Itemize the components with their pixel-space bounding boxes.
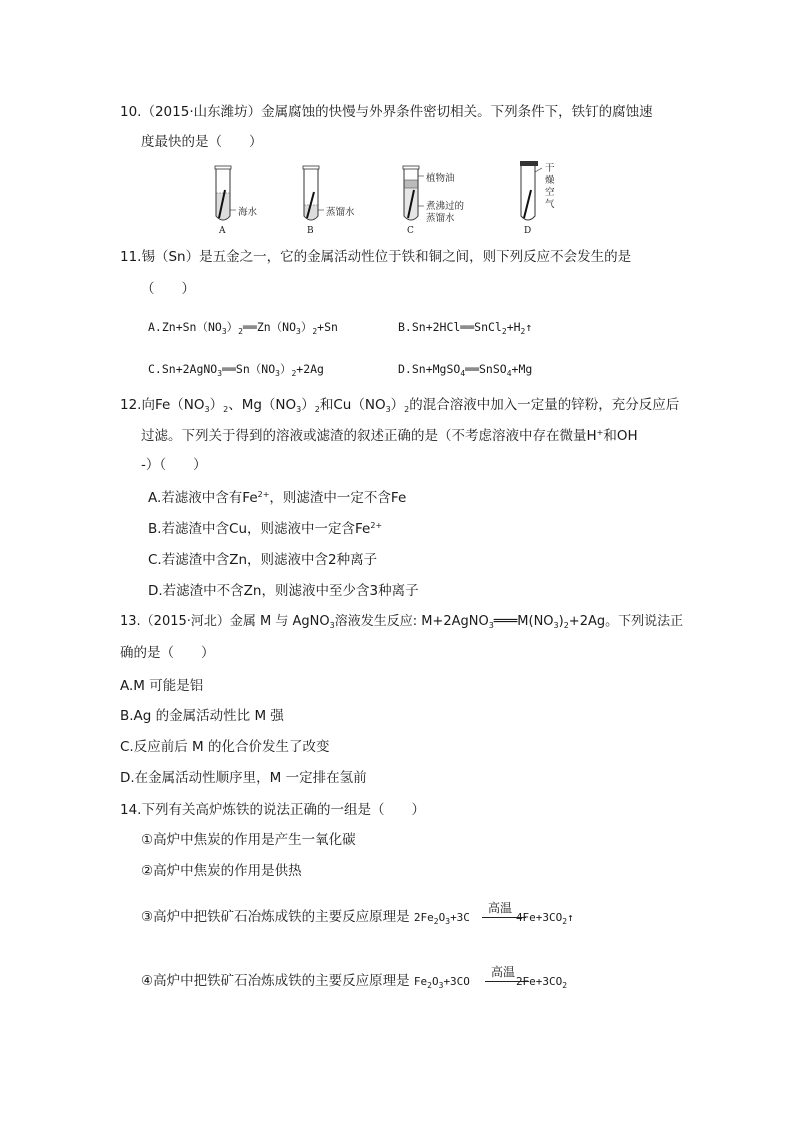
q12-option-c: C.若滤渣中含Zn，则滤液中含2种离子	[148, 552, 378, 568]
tube-d-note-3: 空	[545, 187, 555, 198]
q14-item-2: ②高炉中焦炭的作用是供热	[141, 863, 302, 879]
q11-option-b: $B.Sn+2HCl══SnCl_2+H_2↑$	[398, 320, 533, 336]
q11-option-d: D.Sn+MgSO$_4$══SnSO$_4$+Mg	[398, 362, 533, 378]
tube-c-note-oil: 植物油	[426, 173, 455, 184]
q12-option-a: A.若滤液中含有$Fe^{2+}$，则滤渣中一定不含Fe	[148, 490, 407, 506]
tube-a-label: A	[219, 226, 226, 236]
q14-item-1: ①高炉中焦炭的作用是产生一氧化碳	[141, 832, 356, 848]
q13-option-c: C.反应前后 M 的化合价发生了改变	[120, 739, 330, 755]
q11-option-a: $A.Zn+Sn(NO_3)_2══Zn(NO_3)_2+Sn$	[148, 320, 338, 336]
q14-stem: 14.下列有关高炉炼铁的说法正确的一组是（ ）	[120, 802, 425, 818]
q10-stem-line1: 10.（2015·山东潍坊）金属腐蚀的快慢与外界条件密切相关。下列条件下，铁钉的腐蚀速	[120, 104, 653, 120]
tube-a-note: 海水	[238, 207, 258, 218]
q13-option-a: A.M 可能是铝	[120, 678, 204, 694]
tube-b-note: 蒸馏水	[326, 207, 355, 218]
q14-item-4: ④高炉中把铁矿石冶炼成铁的主要反应原理是 $Fe_2O_3+3CO$ $2Fe+3CO_2$	[141, 973, 568, 990]
q13-stem-line1: 13.（2015·河北）金属 M 与 AgNO$_3$溶液发生反应: $M+2AgNO_3═══M(NO_3)_2+2Ag$。下列说法正	[120, 614, 684, 630]
q13-option-b: B.Ag 的金属活动性比 M 强	[120, 708, 284, 724]
test-tube-d	[520, 161, 542, 220]
test-tube-c	[403, 166, 424, 220]
q11-stem-line2: （ ）	[141, 281, 195, 297]
test-tube-b	[303, 166, 324, 220]
tube-c-note-boiled: 煮沸过的	[426, 201, 465, 212]
tube-d-label: D	[524, 226, 532, 236]
tube-d-note-1: 干	[545, 163, 555, 174]
q11-option-c: $C.Sn+2AgNO_3══Sn(NO_3)_2+2Ag$	[148, 362, 324, 378]
q12-stem-line3: -）（ ）	[141, 457, 207, 473]
tube-c-label: C	[407, 226, 414, 236]
q12-option-b: B.若滤渣中含Cu，则滤液中一定含$Fe^{2+}$	[148, 521, 383, 537]
q12-stem-line2: 过滤。下列关于得到的溶液或滤渣的叙述正确的是（不考虑溶液中存在微量H+和OH	[141, 428, 638, 444]
tube-c-note-water: 蒸馏水	[426, 213, 455, 224]
q14-item-4-reaction-line	[485, 981, 529, 982]
q13-option-d: D.在金属活动性顺序里，M 一定排在氢前	[120, 770, 367, 786]
tube-b-label: B	[307, 226, 314, 236]
q13-stem-line2: 确的是（ ）	[120, 645, 215, 661]
q12-stem-line1: 12.向$Fe(NO_3)_2$、$Mg(NO_3)_2$和$Cu(NO_3)_2$的混合溶液中加入一定量的锌粉，充分反应后	[120, 397, 680, 414]
q10-stem-line2: 度最快的是（ ）	[141, 134, 263, 150]
q14-item-3: ③高炉中把铁矿石冶炼成铁的主要反应原理是 $2Fe_2O_3+3C$ $4Fe+3CO_2↑$	[141, 909, 574, 926]
q10-test-tube-figure	[200, 158, 580, 238]
q14-item-3-reaction-line	[482, 917, 526, 918]
tube-d-note-2: 燥	[545, 175, 555, 186]
q11-stem-line1: 11.锡（Sn）是五金之一，它的金属活动性位于铁和铜之间，则下列反应不会发生的是	[120, 249, 632, 265]
q14-item-4-condition: 高温	[491, 965, 516, 979]
q14-item-3-condition: 高温	[488, 901, 513, 915]
q12-option-d: D.若滤渣中不含Zn，则滤液中至少含3种离子	[148, 583, 419, 599]
test-tube-a	[215, 166, 236, 220]
tube-d-note-4: 气	[545, 199, 555, 210]
